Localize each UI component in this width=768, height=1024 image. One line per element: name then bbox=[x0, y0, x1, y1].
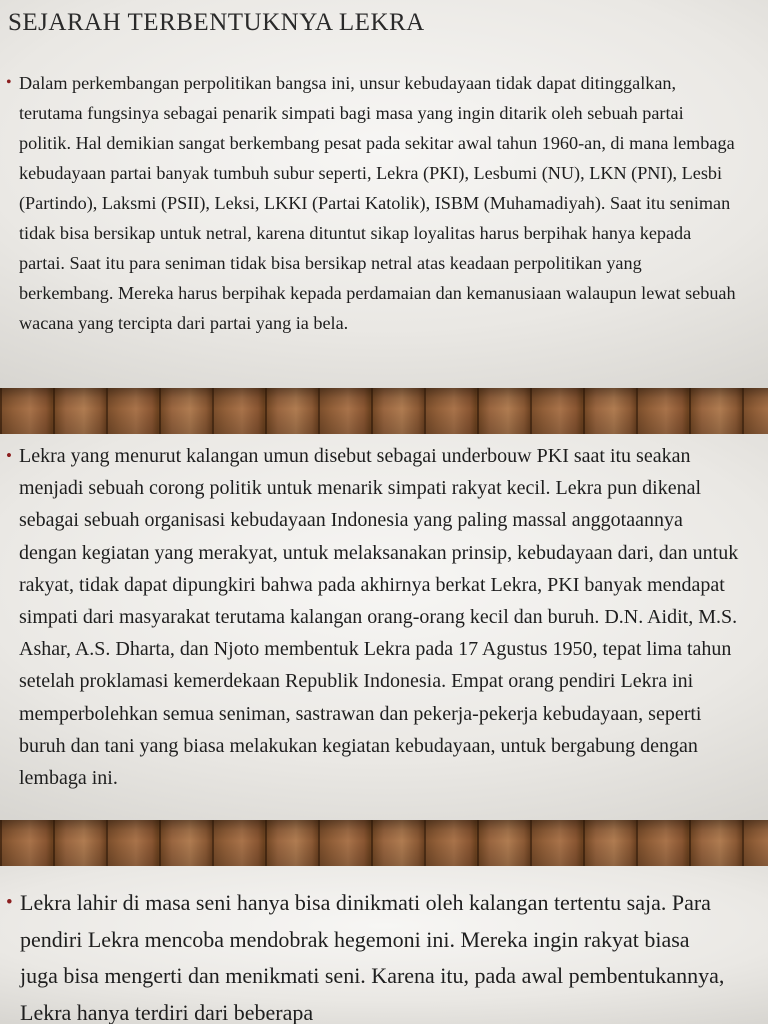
wood-floor-divider bbox=[0, 388, 768, 434]
wood-floor-divider bbox=[0, 820, 768, 866]
bullet-marker: • bbox=[6, 892, 13, 913]
bullet-marker: • bbox=[6, 74, 12, 91]
bullet-marker: • bbox=[6, 446, 12, 465]
slide-title: SEJARAH TERBENTUKNYA LEKRA bbox=[8, 9, 425, 36]
bullet-item bbox=[0, 68, 768, 338]
bullet-text: Lekra yang menurut kalangan umun disebut sebagai underbouw PKI saat itu seakan menjadi sebuah corong politik untuk menarik simpati rakyat kecil. Lekra pun dikenal sebagai sebuah organisasi kebudayaan Indonesia yang paling massal anggotaannya dengan kegiatan yang merakyat, untuk melaksanakan prinsip, kebudayaan dari, dan untuk rakyat, tidak dapat dipungkiri bahwa pada akhirnya berkat Lekra, PKI banyak mendapat simpati dari masyarakat terutama kalangan orang-orang kecil dan buruh. D.N. Aidit, M.S. Ashar, A.S. Dharta, dan Njoto membentuk Lekra pada 17 Agustus 1950, tepat lima tahun setelah proklamasi kemerdekaan Republik Indonesia. Empat orang pendiri Lekra ini memperbolehkan semua seniman, sastrawan dan pekerja-pekerja kebudayaan, seperti buruh dan tani yang biasa melakukan kegiatan kebudayaan, untuk bergabung dengan lembaga ini. bbox=[19, 445, 739, 790]
slide-1 bbox=[0, 0, 768, 388]
bullet-item bbox=[0, 440, 768, 794]
bullet-text: Dalam perkembangan perpolitikan bangsa ini, unsur kebudayaan tidak dapat ditinggalkan, terutama fungsinya sebagai penarik simpati bagi masa yang ingin ditarik oleh sebuah partai politik. Hal demikian sangat berkembang pesat pada sekitar awal tahun 1960-an, di mana lembaga kebudayaan partai banyak tumbuh subur seperti, Lekra (PKI), Lesbumi (NU), LKN (PNI), Lesbi (Partindo), Laksmi (PSII), Leksi, LKKI (Partai Katolik), ISBM (Muhamadiyah). Saat itu seniman tidak bisa bersikap untuk netral, karena dituntut sikap loyalitas harus berpihak hanya kepada partai. Saat itu para seniman tidak bisa bersikap netral atas keadaan perpolitikan yang berkembang. Mereka harus berpihak kepada perdamaian dan kemanusiaan walaupun lewat sebuah wacana yang tercipta dari partai yang ia bela. bbox=[19, 73, 736, 333]
bullet-text: Lekra lahir di masa seni hanya bisa dinikmati oleh kalangan tertentu saja. Para pendiri Lekra mencoba mendobrak hegemoni ini. Mereka ingin rakyat biasa juga bisa mengerti dan menikmati seni. Karena itu, pada awal pembentukannya, Lekra hanya terdiri dari beberapa bbox=[20, 890, 725, 1024]
slide-2 bbox=[0, 434, 768, 820]
slide-3 bbox=[0, 866, 768, 1024]
bullet-item bbox=[0, 885, 768, 1024]
